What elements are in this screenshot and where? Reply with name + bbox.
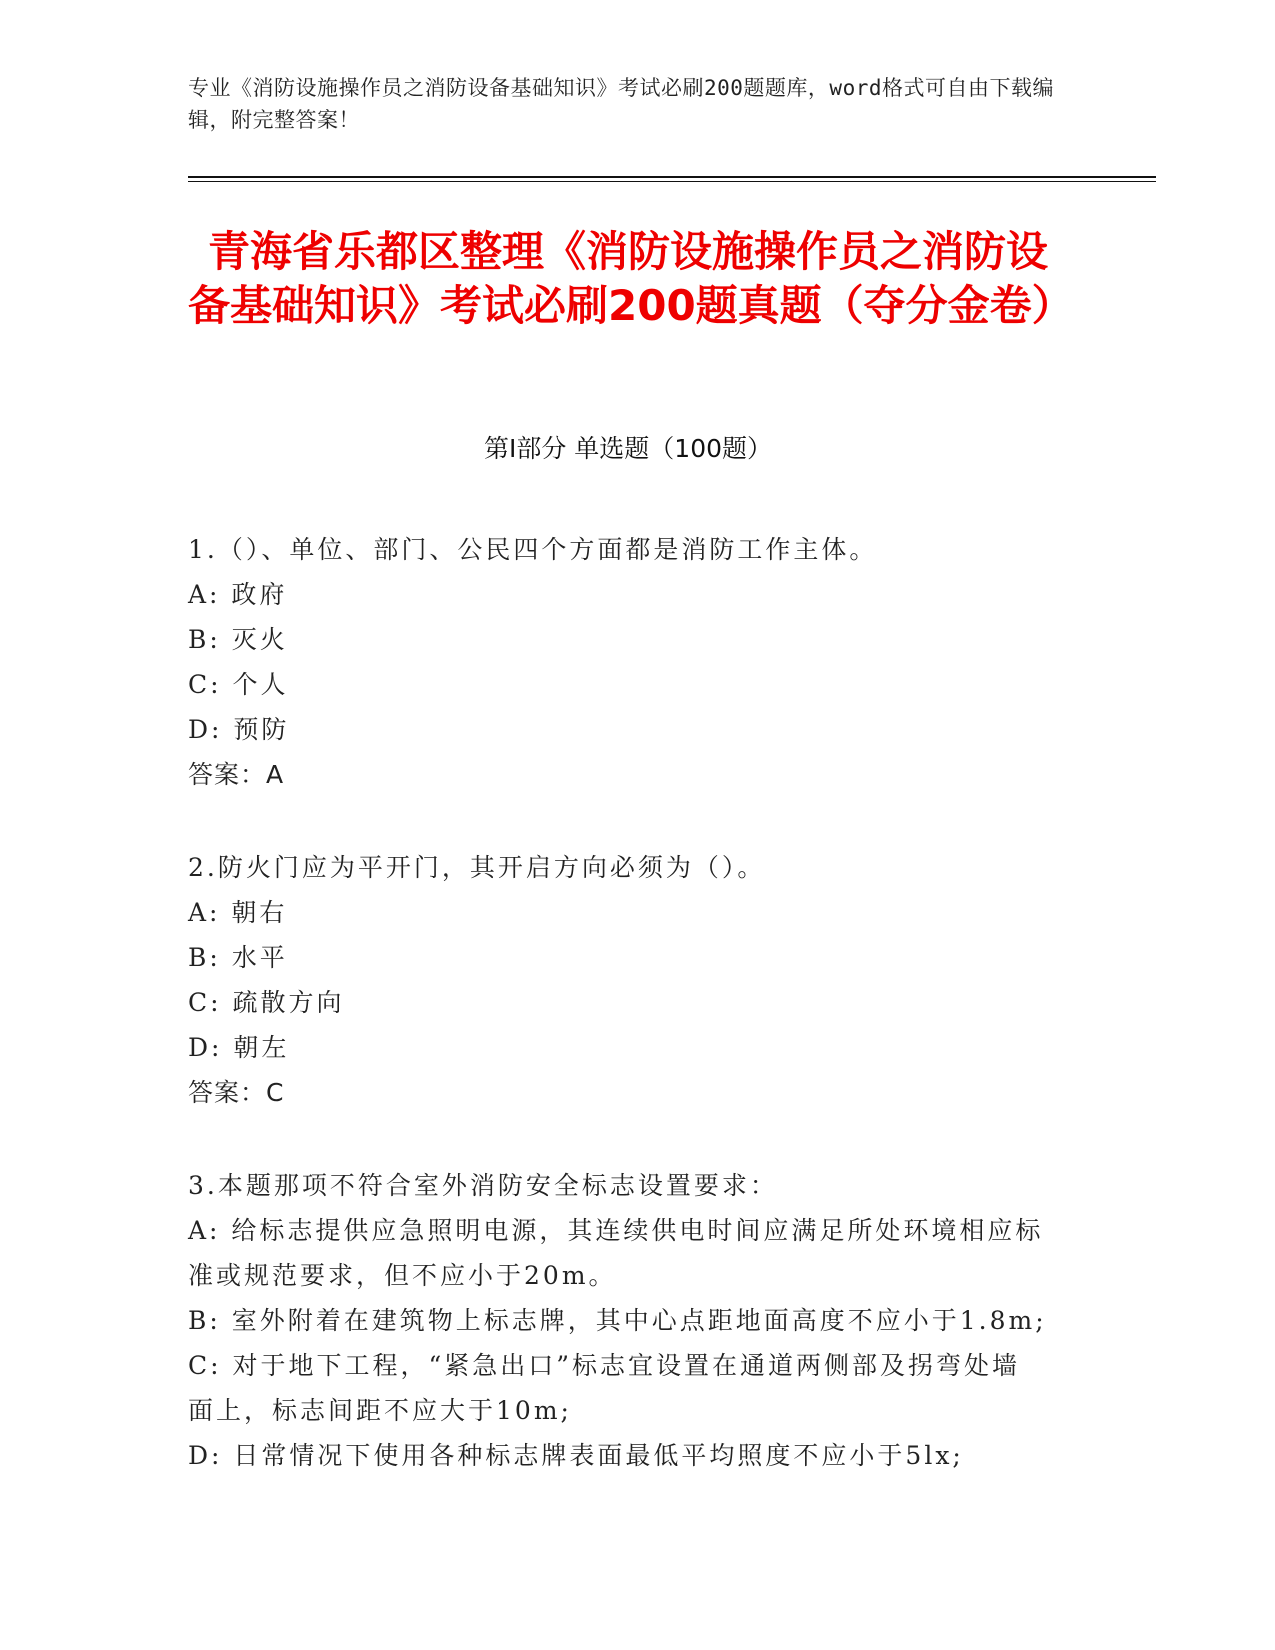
- option-c: C: 疏散方向: [188, 988, 345, 1017]
- question-stem: 1.（）、单位、部门、公民四个方面都是消防工作主体。: [188, 535, 878, 564]
- question-1: [188, 527, 1088, 797]
- option-a: A: 政府: [188, 580, 288, 609]
- option-b: B: 室外附着在建筑物上标志牌，其中心点距地面高度不应小于1.8m;: [188, 1306, 1047, 1335]
- option-d: D: 朝左: [188, 1033, 290, 1062]
- question-2: [188, 845, 1088, 1115]
- answer: 答案：A: [188, 760, 285, 789]
- answer: 答案：C: [188, 1078, 285, 1107]
- question-stem: 2.防火门应为平开门，其开启方向必须为（）。: [188, 853, 766, 882]
- option-a: A: 给标志提供应急照明电源，其连续供电时间应满足所处环境相应标准或规范要求，但不应小于20m。: [188, 1216, 1044, 1290]
- header-divider-thick: [188, 176, 1156, 178]
- option-d: D: 日常情况下使用各种标志牌表面最低平均照度不应小于5lx;: [188, 1441, 964, 1470]
- option-b: B: 水平: [188, 943, 288, 972]
- option-d: D: 预防: [188, 715, 290, 744]
- header-divider-thin: [188, 181, 1156, 182]
- option-b: B: 灭火: [188, 625, 288, 654]
- section-title: 第Ⅰ部分 单选题（100题）: [483, 434, 773, 463]
- option-a: A: 朝右: [188, 898, 288, 927]
- question-3: [188, 1163, 1048, 1478]
- header-note: 专业《消防设施操作员之消防设备基础知识》考试必刷200题题库，word格式可自由下载编辑，附完整答案！: [188, 76, 1054, 132]
- option-c: C: 个人: [188, 670, 289, 699]
- option-c: C: 对于地下工程，“紧急出口”标志宜设置在通道两侧部及拐弯处墙面上，标志间距不应大于10m;: [188, 1351, 1021, 1425]
- document-title: 青海省乐都区整理《消防设施操作员之消防设备基础知识》考试必刷200题真题（夺分金卷）: [188, 227, 1074, 330]
- question-stem: 3.本题那项不符合室外消防安全标志设置要求：: [188, 1171, 778, 1200]
